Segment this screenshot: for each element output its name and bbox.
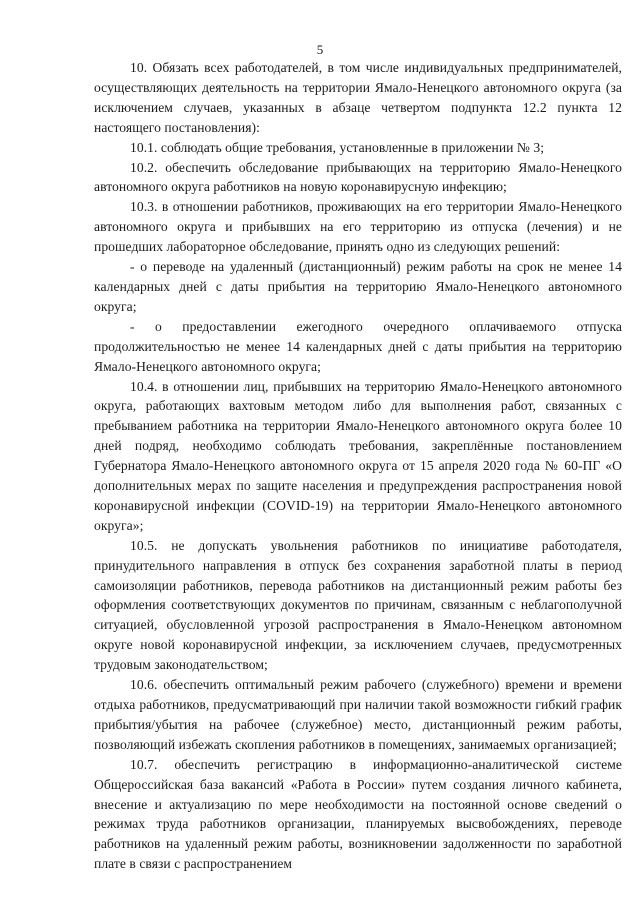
paragraph-10-intro: 10. Обязать всех работодателей, в том числе индивидуальных предпринимателей, осуществляющих деятельность на территории Ямало-Ненецкого автономного округа (за исключением случаев, указанных в абзаце четвертом подпункта 12.2 пункта 12 настоящего постановления): — [94, 60, 622, 135]
paragraph-10-3-option-remote: - о переводе на удаленный (дистанционный) режим работы на срок не менее 14 календарных дней с даты прибытия на территорию Ямало-Ненецкого автономного округа; — [94, 259, 622, 314]
paragraph-10-2: 10.2. обеспечить обследование прибывающих на территорию Ямало-Ненецкого автономного округа работников на новую коронавирусную инфекцию; — [94, 159, 622, 195]
document-body — [94, 58, 622, 874]
paragraph-10-6: 10.6. обеспечить оптимальный режим рабочего (служебного) времени и времени отдыха работников, предусматривающий при наличии такой возможности гибкий график прибытия/убытия на рабочее (служебное) место, дистанционный режим работы, позволяющий избежать скопления работников в помещениях, занимаемых организацией; — [94, 677, 622, 752]
paragraph-10-5: 10.5. не допускать увольнения работников по инициативе работодателя, принудительного направления в отпуск без сохранения заработной платы в период самоизоляции работников, перевода работников на дистанционный режим работы без оформления соответствующих документов по причинам, связанным с неблагополучной ситуацией, обусловленной угрозой распространения в Ямало-Ненецком автономном округе новой коронавирусной инфекции, за исключением случаев, предусмотренных трудовым законодательством; — [94, 537, 622, 673]
paragraph-10-7: 10.7. обеспечить регистрацию в информационно-аналитической системе Общероссийская база вакансий «Работа в России» путем создания личного кабинета, внесение и актуализацию по мере необходимости на постоянной основе сведений о режимах труда работников организации, планируемых высвобождениях, переводе работников на удаленный режим работы, возникновении задолженности по заработной плате в связи с распространением — [94, 756, 622, 872]
paragraph-10-3: 10.3. в отношении работников, проживающих на его территории Ямало-Ненецкого автономного округа и прибывших на его территорию из отпуска (лечения) и не прошедших лабораторное обследование, принять одно из следующих решений: — [94, 199, 622, 255]
paragraph-10-1: 10.1. соблюдать общие требования, установленные в приложении № 3; — [130, 139, 545, 155]
paragraph-10-3-option-vacation: - о предоставлении ежегодного очередного оплачиваемого отпуска продолжительностью не менее 14 календарных дней с даты прибытия на территорию Ямало-Ненецкого автономного округа; — [94, 318, 622, 374]
page-number: 5 — [316, 42, 324, 57]
paragraph-10-4: 10.4. в отношении лиц, прибывших на территорию Ямало-Ненецкого автономного округа, работающих вахтовым методом либо для выполнения работ, связанных с пребыванием работника на территории Ямало-Ненецкого автономного округа более 10 дней подряд, необходимо соблюдать требования, закреплённые постановлением Губернатора Ямало-Ненецкого автономного округа от 15 апреля 2020 года № 60-ПГ «О дополнительных мерах по защите населения и предупреждения распространения новой коронавирусной инфекции (COVID-19) на территории Ямало-Ненецкого автономного округа»; — [94, 378, 622, 533]
